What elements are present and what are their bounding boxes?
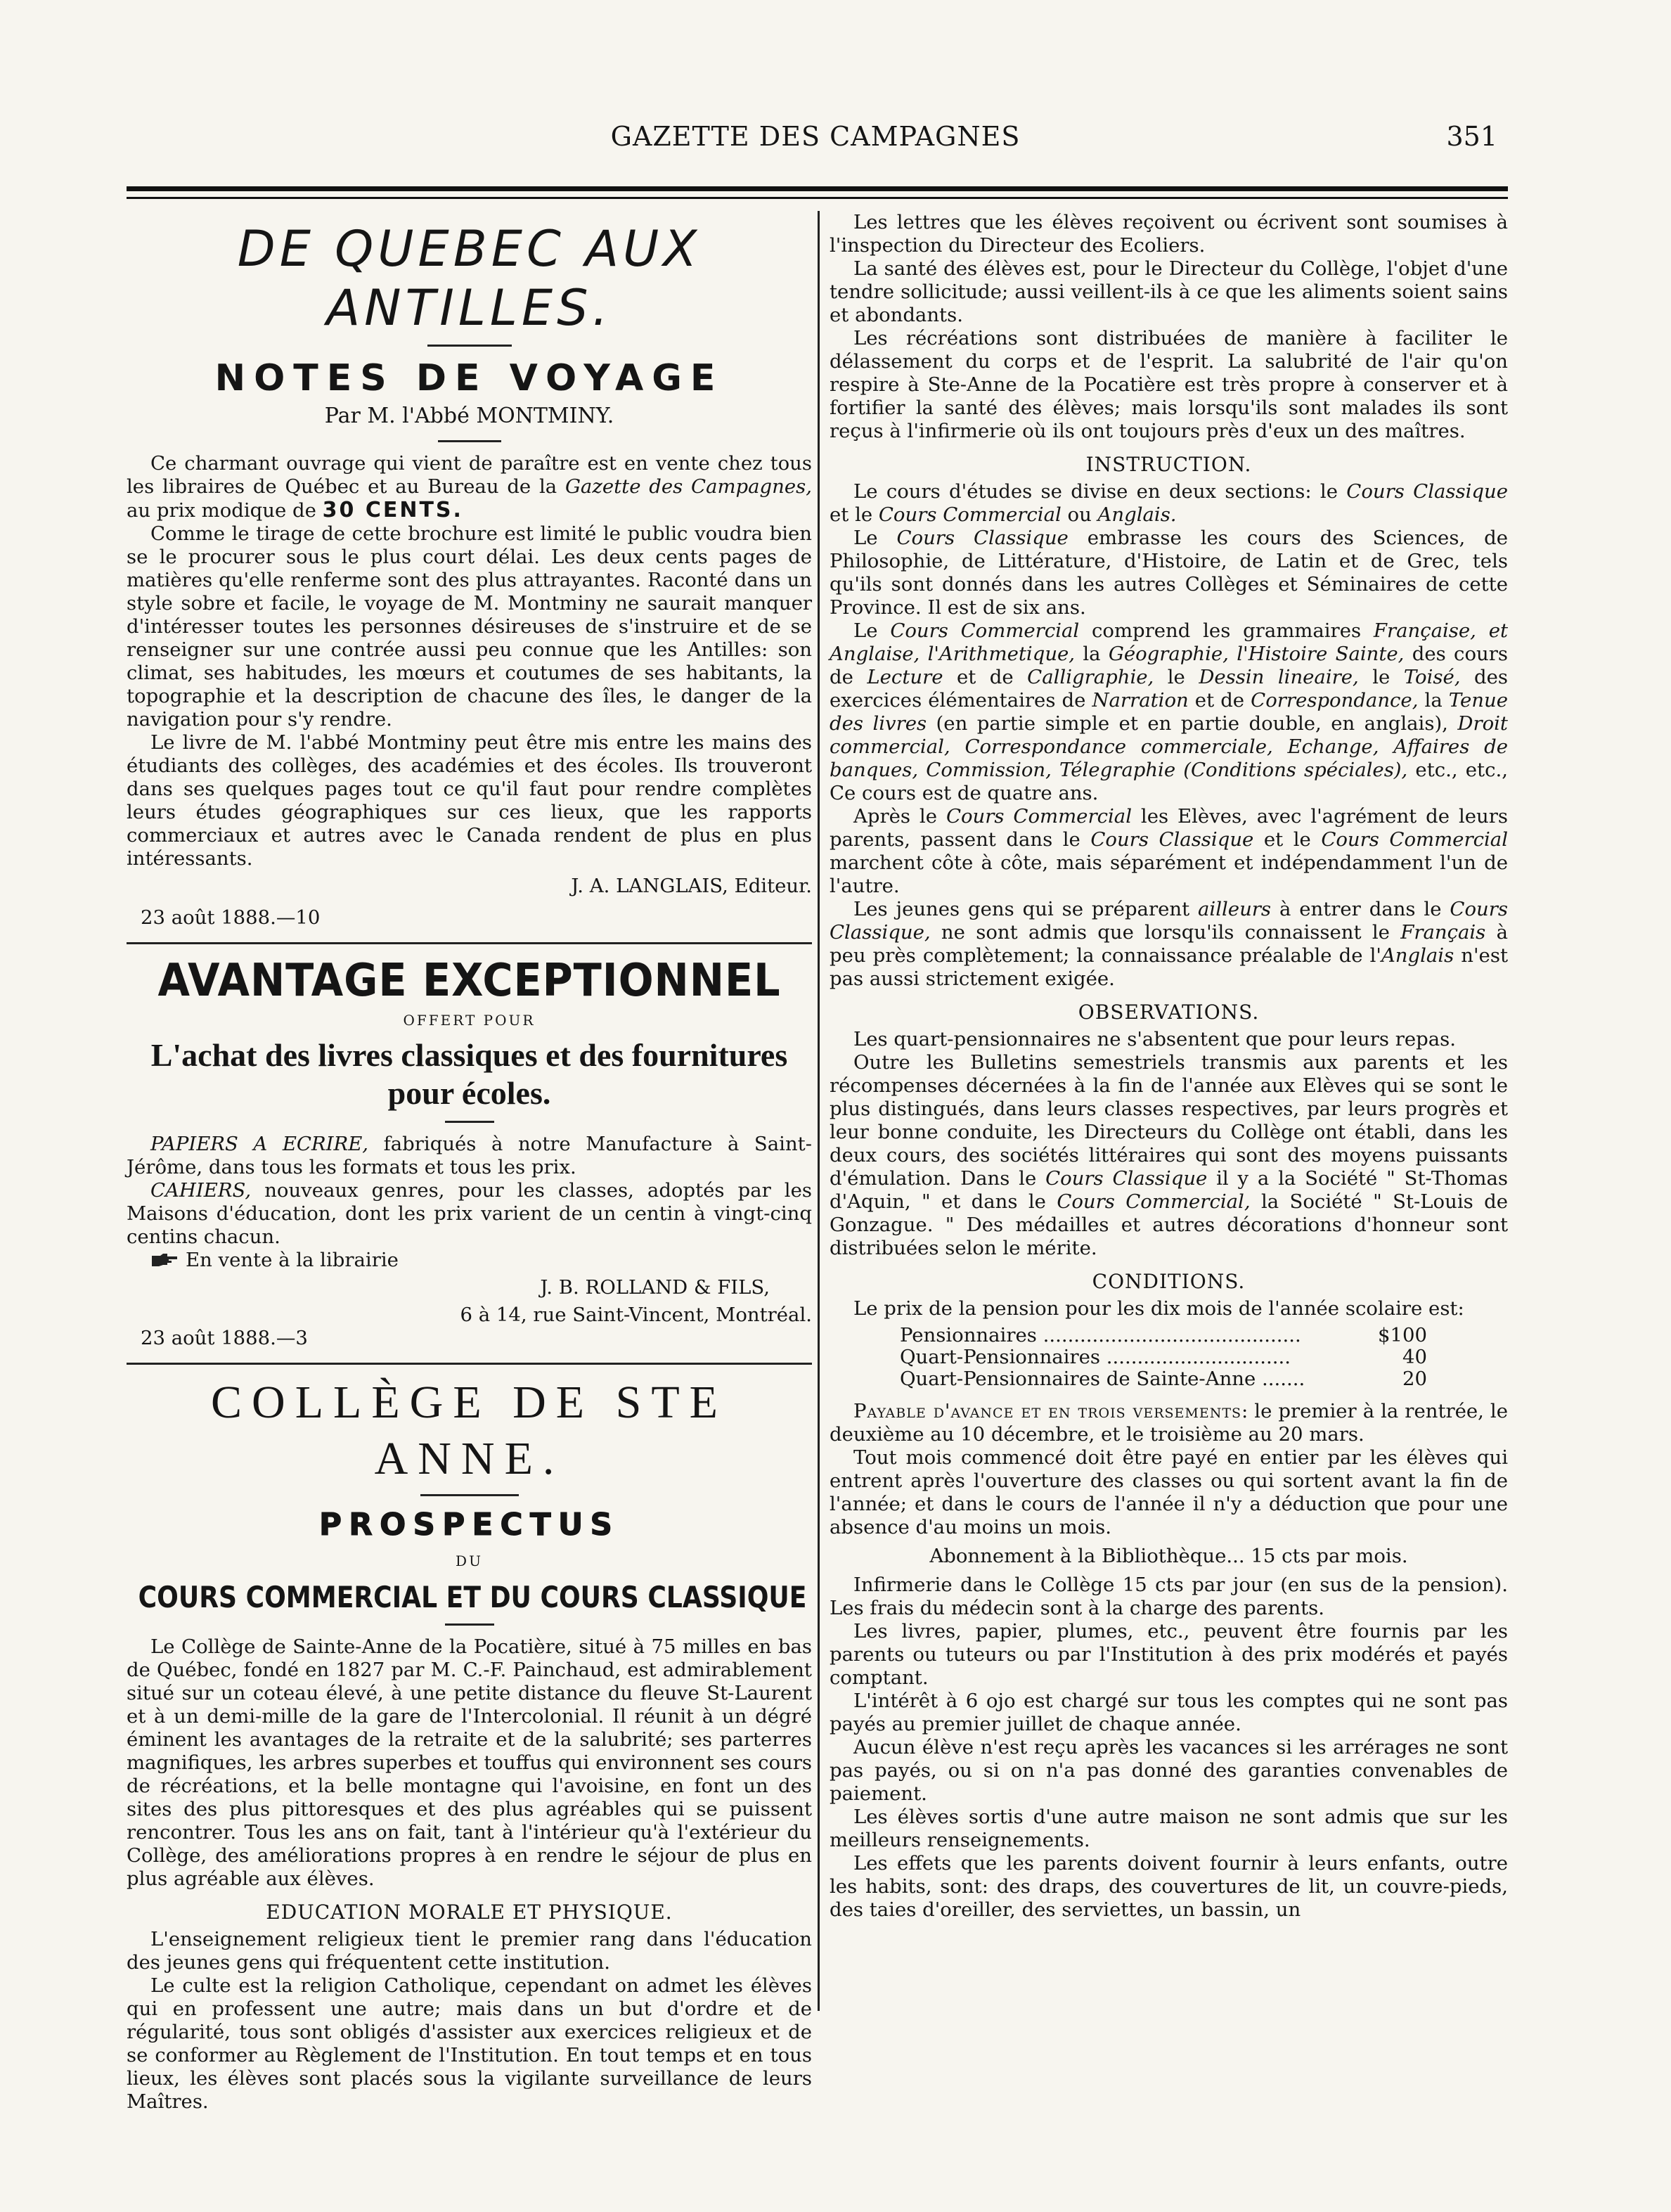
ad-college-ste-anne (127, 1375, 812, 2114)
s2p3-i6: Dessin lineaire, (1199, 666, 1359, 688)
s2p1-i2: Cours Commercial (878, 503, 1062, 526)
s2p3-c: la (1075, 643, 1109, 665)
s2p3-i2: Française, et Anglaise, l'Arithmetique, (830, 619, 1509, 665)
s2p5-e: n'est pas aussi strictement exigée. (830, 944, 1508, 990)
s4p2-rest: : le premier à la rentrée, le deuxième au 10 décembre, et le troisième au 20 mars. (830, 1400, 1509, 1446)
ad3-s4-paragraph-4: Abonnement à la Bibliothèque... 15 cts par mois. (929, 1545, 1408, 1567)
s2p5-i4: Anglais (1381, 944, 1454, 967)
ad2-offered: OFFERT POUR (403, 1012, 536, 1029)
s2p5-i1: ailleurs (1198, 898, 1272, 920)
s2p5-b: à entrer dans le (1271, 898, 1450, 920)
ad2-signature: J. B. ROLLAND & FILS, (540, 1276, 770, 1299)
ad1-price: 30 CENTS. (322, 498, 463, 522)
s2p3-k: la (1418, 689, 1449, 712)
ad1-rule (427, 345, 512, 347)
ad3-s2-paragraph-3 (830, 619, 1508, 805)
section-rule-1 (127, 942, 812, 944)
ad2-subtitle: L'achat des livres classiques et des fournitures pour écoles. (150, 1037, 788, 1111)
s2p4-a: Après le (853, 805, 946, 828)
s2p1-a: Le cours d'études se divise en deux sections: le (853, 480, 1347, 503)
ad1-p1-italic: Gazette des Campagnes, (564, 475, 812, 498)
s2p5-c: ne sont admis que lorsqu'ils connaissent le (930, 921, 1401, 944)
s2p4-d: marchent côte à côte, mais séparément et indépendamment l'un de l'autre. (830, 851, 1508, 897)
ad3-s3-paragraph-1: Les quart-pensionnaires ne s'absentent que pour leurs repas. (853, 1028, 1456, 1050)
ad2-p1-text: fabriqués à notre Manufacture à Saint-Jérôme, dans tous les formats et tous les prix. (127, 1133, 813, 1178)
fee-label: Quart-Pensionnaires de Sainte-Anne ....... (900, 1368, 1305, 1390)
ad1-subtitle: NOTES DE VOYAGE (214, 357, 724, 399)
ad3-s2-paragraph-2 (830, 527, 1508, 619)
s2p3-i8: Narration (1092, 689, 1189, 712)
s4p2-sc: Payable d'avance et en trois versements (853, 1400, 1242, 1422)
right-column (830, 211, 1508, 2011)
pointing-hand-icon (150, 1252, 179, 1268)
ad3-s4-paragraph-3: Tout mois commencé doit être payé en entier par les élèves qui entrent après l'ouverture des classes ou qui sortent avant la fin de l'année; et dans le cours de l'année il n'y a déduction que pour une absence d'au moins un mois. (830, 1446, 1508, 1538)
column-divider (818, 211, 820, 2011)
ad3-s4-paragraph-10: Les effets que les parents doivent fournir à leurs enfants, outre les habits, sont: des draps, des couvertures de lit, un couvre-pieds, des taies d'oreiller, des serviettes, un bassin, un (830, 1852, 1508, 1921)
s2p3-i7: Toisé, (1403, 666, 1461, 688)
s2p3-i10: Tenue des livres (830, 689, 1508, 735)
s3p2-i2: Cours Commercial, (1057, 1190, 1251, 1213)
ad2-p2-italic: CAHIERS, (150, 1179, 252, 1202)
s3p2-c: la Société " St-Louis de Gonzague. " Des médailles et autres décorations d'honneur sont distribuées selon le mérite. (830, 1190, 1508, 1259)
s2p3-a: Le (853, 619, 891, 642)
s2p3-f: le (1154, 666, 1199, 688)
s2p3-d: des cours de (830, 643, 1508, 688)
ad2-paragraph-1 (127, 1133, 812, 1179)
ad2-date: 23 août 1888.—3 (141, 1327, 308, 1349)
fees-table (900, 1325, 1427, 1390)
s3p2-i1: Cours Classique (1045, 1167, 1208, 1190)
ad3-prospectus: PROSPECTUS (318, 1507, 620, 1543)
ad3-s4-paragraph-5: Infirmerie dans le Collège 15 cts par jour (en sus de la pension). Les frais du médecin sont à la charge des parents. (830, 1574, 1508, 1619)
ad1-date: 23 août 1888.—10 (141, 906, 321, 929)
s2p2-b: embrasse les cours des Sciences, de Philosophie, de Littérature, d'Histoire, de Latin et de Grec, tels qu'ils sont donnés dans les autres Collèges et Séminaires de cette Province. Il est de six ans. (830, 527, 1509, 619)
s2p3-g: le (1358, 666, 1404, 688)
ad2-paragraph-2 (127, 1179, 812, 1249)
s2p1-i1: Cours Classique (1346, 480, 1509, 503)
s2p3-h: des exercices élémentaires de (830, 666, 1508, 712)
ad1-paragraph-2: Comme le tirage de cette brochure est limité le public voudra bien se le procurer sous le plus court délai. Les deux cents pages de matières qu'elle renferme sont des plus attrayantes. Raconté dans un style sobre et facile, le voyage de M. Montminy ne saurait manquer d'intéresser toutes les personnes désireuses de s'instruire et de se renseigner sur une contrée aussi peu connue que les Antilles: son climat, ses habitudes, les mœurs et coutumes de ses habitants, la topographie et la description de chacune des îles, le danger de la navigation pour s'y rendre. (127, 522, 812, 731)
ad3-s4-paragraph-8: Aucun élève n'est reçu après les vacances si les arrérages ne sont pas payés, ou si on n'a pas donné des garanties convenables de paiement. (830, 1736, 1508, 1805)
ad3-section-observations: OBSERVATIONS. (1078, 1001, 1260, 1024)
ad1-paragraph-1 (127, 452, 812, 522)
s2p3-i5: Calligraphie, (1027, 666, 1154, 688)
ad1-p1-middle: au prix modique de (127, 499, 323, 522)
s2p2-a: Le (853, 527, 897, 549)
s2p3-i11: Droit commercial, Correspondance commerciale, Echange, Affaires de banques, Commission, Télegraphie (Conditions spéciales), (830, 712, 1508, 781)
ad-quebec-antilles (127, 219, 812, 930)
ad2-paragraph-3 (127, 1249, 812, 1272)
fee-amount: $100 (1378, 1324, 1427, 1346)
fee-row (900, 1325, 1427, 1346)
section-rule-2 (127, 1363, 812, 1365)
ad3-s1-paragraph-2: Le culte est la religion Catholique, cependant on admet les élèves qui en professent une autre; mais dans un but d'ordre et de régularité, tous sont obligés d'assister aux exercices religieux et de se conformer au Règlement de l'Institution. En tout temps et en tous lieux, les élèves sont placés sous la vigilante surveillance de leurs Maîtres. (127, 1974, 812, 2113)
running-header (127, 121, 1504, 163)
ad1-p1-text: Ce charmant ouvrage qui vient de paraître est en vente chez tous les libraires de Québec et au Bureau de la (127, 452, 812, 498)
ad3-rule (420, 1494, 519, 1496)
ad3-s1-paragraph-5: Les récréations sont distribuées de manière à faciliter le délassement du corps et de l'esprit. La salubrité de l'air qu'on respire à Ste-Anne de la Pocatière est très propre à conserver et à fortifier la santé des élèves; mais lorsqu'ils sont malades ils sont reçus à l'infirmerie où ils ont toujours près d'eux un des maîtres. (830, 327, 1508, 442)
ad3-s4-paragraph-1: Le prix de la pension pour les dix mois de l'année scolaire est: (853, 1297, 1464, 1320)
s2p4-b: les Elèves, avec l'agrément de leurs parents, passent dans le (830, 805, 1508, 851)
ad3-s1-paragraph-4: La santé des élèves est, pour le Directeur du Collège, l'objet d'une tendre sollicitude; aussi veillent-ils à ce que les aliments soient sains et abondants. (830, 257, 1508, 326)
header-rule-thin (127, 197, 1508, 199)
ad3-s1-paragraph-1: L'enseignement religieux tient le premier rang dans l'éducation des jeunes gens qui fréquentent cette institution. (127, 1928, 812, 1974)
ad3-title: COLLÈGE DE STE ANNE. (211, 1377, 728, 1484)
ad3-s2-paragraph-4 (830, 805, 1508, 898)
ad-avantage-exceptionnel (127, 954, 812, 1350)
s2p3-b: comprend les grammaires (1079, 619, 1374, 642)
s3p2-a: Outre les Bulletins semestriels transmis aux parents et les récompenses décernées à la fin de l'année aux Elèves qui se sont le plus distingués, dans leurs classes respectives, par leurs progrès et leur bonne conduite, les Directeurs du Collège ont établi, dans les deux cours, des sociétés littéraires qui sont des moyens puissants d'émulation. Dans le (830, 1051, 1508, 1190)
running-title: GAZETTE DES CAMPAGNES (610, 121, 1021, 152)
ad3-s4-paragraph-9: Les élèves sortis d'une autre maison ne sont admis que sur les meilleurs renseignements. (830, 1806, 1508, 1851)
s2p3-j: et de (1188, 689, 1251, 712)
ad3-subtitle: COURS COMMERCIAL ET DU COURS CLASSIQUE (138, 1580, 807, 1614)
s2p3-l: (en partie simple et en partie double, en anglais), (927, 712, 1458, 735)
ad3-s3-paragraph-2 (830, 1051, 1508, 1260)
s2p3-e: et de (943, 666, 1028, 688)
s2p1-i3: Anglais. (1097, 503, 1177, 526)
s2p4-c: et le (1253, 828, 1322, 851)
ad1-signature: J. A. LANGLAIS, Editeur. (571, 875, 812, 897)
ad2-p2-text: nouveaux genres, pour les classes, adoptés par les Maisons d'éducation, dont les prix varient de un centin à vingt-cinq centins chacun. (127, 1179, 812, 1248)
ad2-address: 6 à 14, rue Saint-Vincent, Montréal. (460, 1304, 812, 1326)
ad2-rule (445, 1121, 494, 1123)
s2p1-b: et le (830, 503, 879, 526)
s2p5-i3: Français (1400, 921, 1486, 944)
ad3-s2-paragraph-5 (830, 898, 1508, 991)
s2p3-i1: Cours Commercial (890, 619, 1080, 642)
s2p3-i9: Correspondance, (1251, 689, 1419, 712)
page-number: 351 (1446, 121, 1497, 152)
s2p5-a: Les jeunes gens qui se préparent (853, 898, 1199, 920)
ad3-paragraph-1: Le Collège de Sainte-Anne de la Pocatière, situé à 75 milles en bas de Québec, fondé en 1827 par M. C.-F. Painchaud, est admirablement situé sur un coteau élevé, à une petite distance du fleuve St-Laurent et à un demi-mille de la gare de l'Intercolonial. Il réunit à un dégré éminent les avantages de la retraite et de la salubrité; ses parterres magnifiques, les arbres superbes et touffus qui environnent ses cours de récréations, et la belle montagne qui l'avoisine, en font un des sites des plus pittoresques et des plus agréables qui se puissent rencontrer. Tous les ans on fait, tant à l'intérieur qu'à l'extérieur du Collège, des améliorations propres à en rendre le séjour de plus en plus agréable aux élèves. (127, 1635, 812, 1890)
s2p5-d: à peu près complètement; la connaissance préalable de l' (830, 921, 1508, 967)
s2p4-i1: Cours Commercial (946, 805, 1132, 828)
s2p3-m: etc., etc., Ce cours est de quatre ans. (830, 759, 1508, 804)
fee-amount: 20 (1402, 1368, 1427, 1390)
fee-row (900, 1368, 1427, 1390)
s2p3-i3: Géographie, l'Histoire Sainte, (1108, 643, 1405, 665)
ad3-du: DU (456, 1552, 483, 1569)
ad3-s1-paragraph-3: Les lettres que les élèves reçoivent ou écrivent sont soumises à l'inspection du Directeur des Ecoliers. (830, 211, 1508, 257)
ad3-section-instruction: INSTRUCTION. (1085, 453, 1252, 476)
s2p4-i2: Cours Classique (1090, 828, 1254, 851)
ad2-p3-text: En vente à la librairie (186, 1249, 399, 1271)
ad1-byline: Par M. l'Abbé MONTMINY. (324, 404, 614, 428)
s3p2-b: il y a la Société " St-Thomas d'Aquin, " et dans le (830, 1167, 1508, 1213)
ad3-s4-paragraph-7: L'intérêt à 6 ojo est chargé sur tous les comptes qui ne sont pas payés au premier juillet de chaque année. (830, 1690, 1508, 1735)
s2p2-i: Cours Classique (896, 527, 1069, 549)
s2p1-c: ou (1061, 503, 1098, 526)
ad3-s4-paragraph-2 (830, 1400, 1508, 1446)
ad1-rule-2 (438, 440, 501, 442)
s2p4-i3: Cours Commercial (1321, 828, 1508, 851)
fee-amount: 40 (1402, 1346, 1427, 1368)
ad3-section-conditions: CONDITIONS. (1092, 1270, 1246, 1293)
ad3-rule-2 (445, 1623, 494, 1626)
fee-row (900, 1346, 1427, 1368)
ad3-s2-paragraph-1 (830, 480, 1508, 527)
header-rule-thick (127, 186, 1508, 191)
s2p5-i2: Cours Classique, (830, 898, 1508, 944)
fee-label: Quart-Pensionnaires .............................. (900, 1346, 1291, 1368)
left-column (127, 211, 813, 2113)
ad1-title: DE QUEBEC AUX ANTILLES. (237, 220, 702, 337)
ad1-paragraph-3: Le livre de M. l'abbé Montminy peut être mis entre les mains des étudiants des collèges, des académies et des écoles. Ils trouveront dans ses quelques pages tout ce qu'il faut pour rendre complètes leurs études géographiques sur ces lieux, que les rapports commerciaux et autres avec le Canada rendent de plus en plus intéressants. (127, 731, 812, 870)
s2p3-i4: Lecture (867, 666, 943, 688)
ad2-title: AVANTAGE EXCEPTIONNEL (157, 955, 781, 1007)
ad3-section-education: EDUCATION MORALE ET PHYSIQUE. (266, 1901, 673, 1924)
ad2-p1-italic: PAPIERS A ECRIRE, (150, 1133, 369, 1155)
fee-label: Pensionnaires .......................................... (900, 1324, 1301, 1346)
ad3-s4-paragraph-6: Les livres, papier, plumes, etc., peuvent être fournis par les parents ou tuteurs ou par l'Institution à des prix modérés et payés comptant. (830, 1620, 1508, 1689)
